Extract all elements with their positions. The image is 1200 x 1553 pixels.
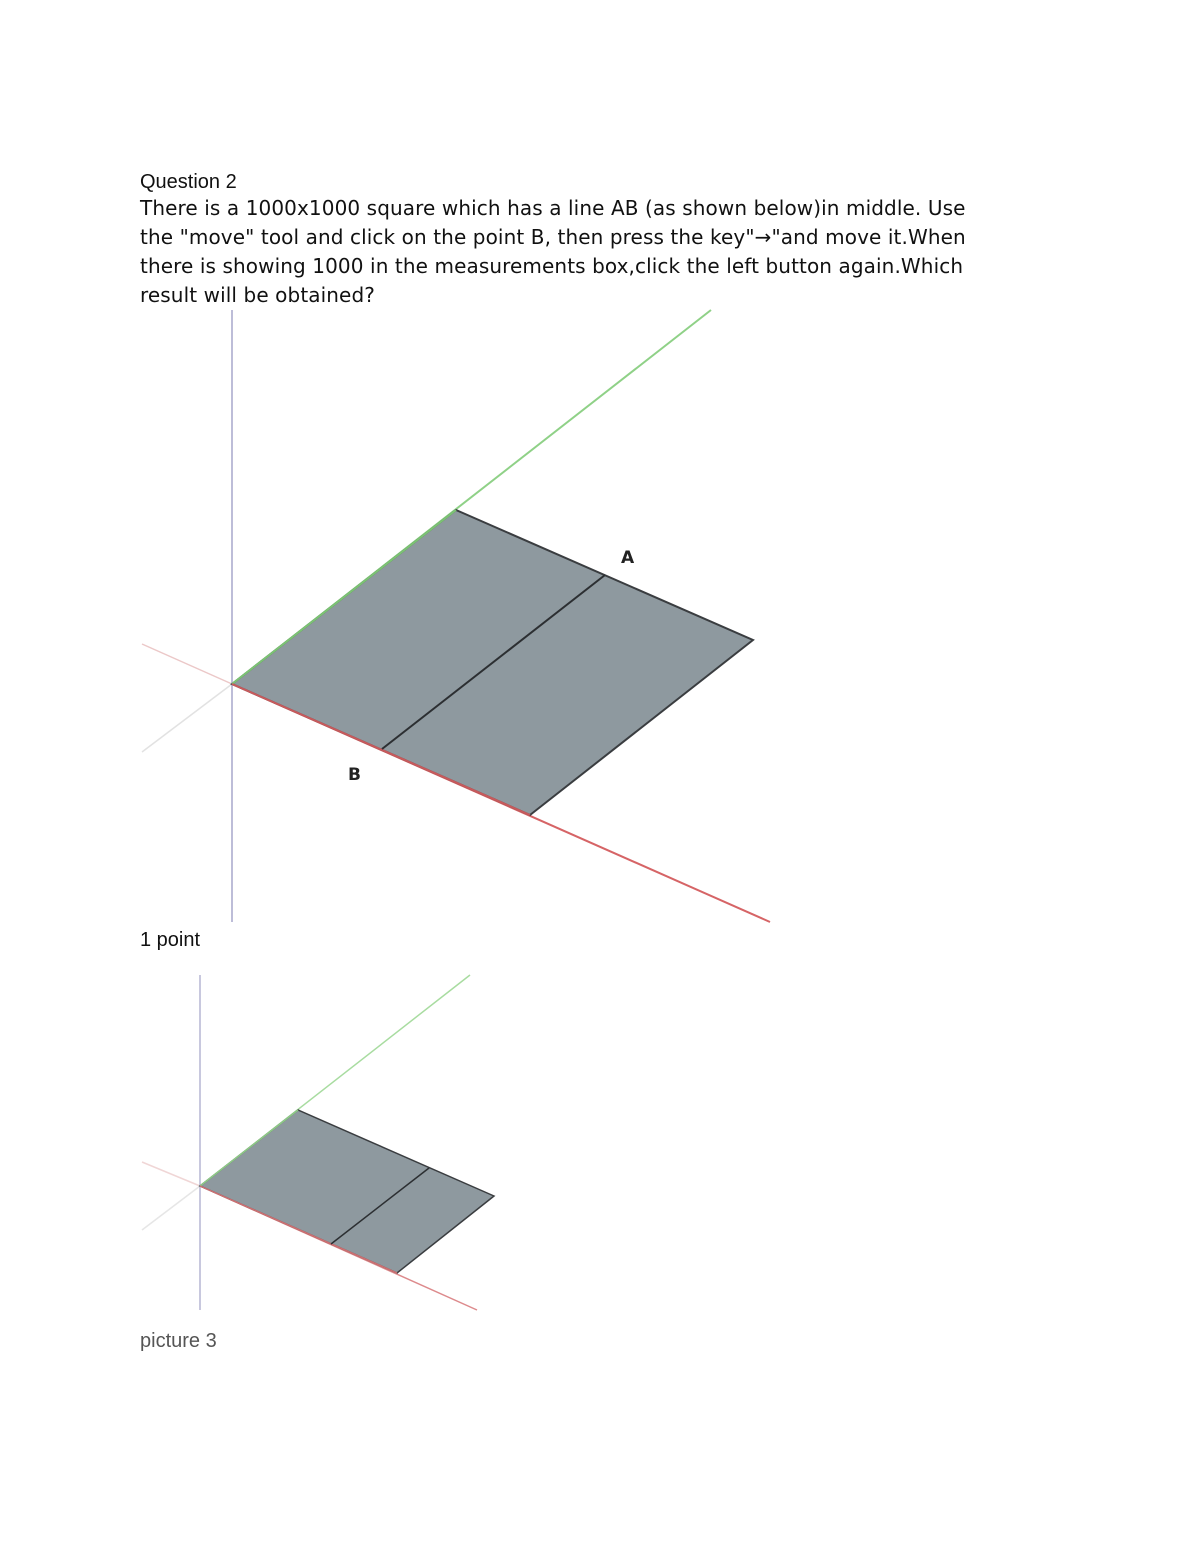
point-a-label: A [621, 548, 635, 568]
question-line: the "move" tool and click on the point B, then press the key"→"and move it.When [140, 225, 966, 249]
option-axis-red-negative [142, 1162, 200, 1186]
question-line: There is a 1000x1000 square which has a line AB (as shown below)in middle. Use [140, 196, 966, 220]
option-caption: picture 3 [140, 1330, 217, 1352]
question-line: there is showing 1000 in the measurements box,click the left button again.Which [140, 254, 964, 278]
question-line: result will be obtained? [140, 283, 375, 307]
point-b-label: B [348, 765, 361, 785]
question-number: Question 2 [140, 171, 237, 193]
option-square-face [200, 1110, 494, 1273]
option-axis-green-negative [142, 1186, 200, 1230]
points-value: 1 point [140, 929, 201, 951]
